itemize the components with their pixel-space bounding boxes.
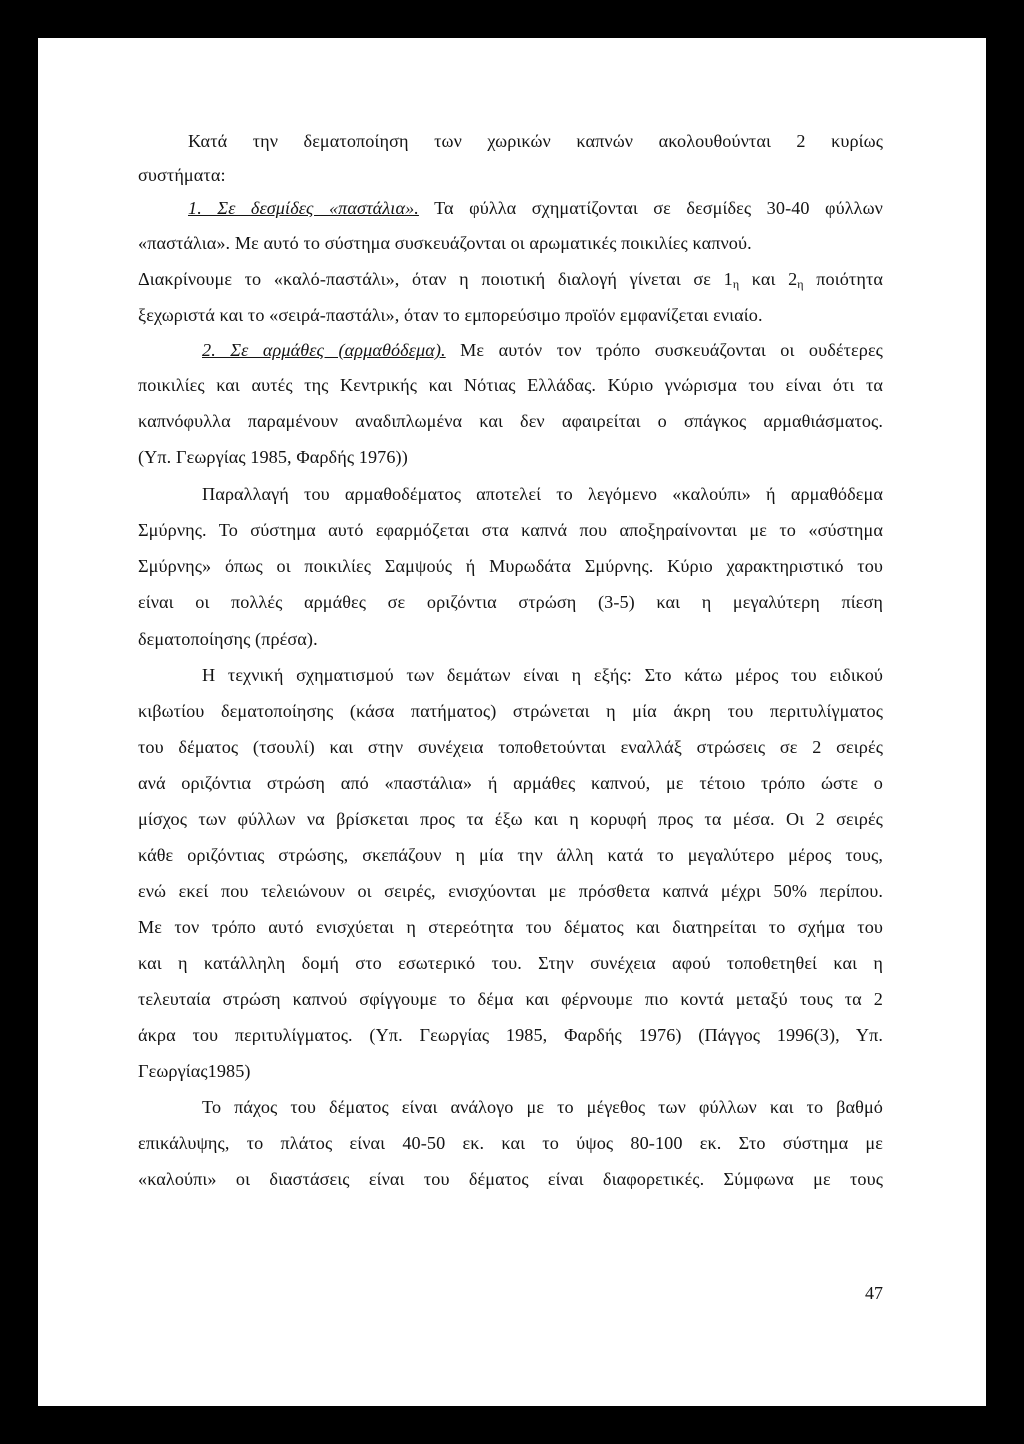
text-line: ποικιλίες και αυτές της Κεντρικής και Νότιας Ελλάδας. Κύριο γνώρισμα του είναι ότι τα <box>138 375 883 395</box>
text-line: καπνόφυλλα παραμένουν αναδιπλωμένα και δεν αφαιρείται ο σπάγκος αρμαθιάσματος. <box>138 411 883 431</box>
text-line: και η κατάλληλη δομή στο εσωτερικό του. Στην συνέχεια αφού τοποθετηθεί και η <box>138 953 883 973</box>
text-line: τελευταία στρώση καπνού σφίγγουμε το δέμα και φέρνουμε πιο κοντά μεταξύ τους τα 2 <box>138 989 883 1009</box>
text-line: επικάλυψης, το πλάτος είναι 40-50 εκ. και το ύψος 80-100 εκ. Στο σύστημα με <box>138 1133 883 1153</box>
text-line: «καλούπι» οι διαστάσεις είναι του δέματος είναι διαφορετικές. Σύμφωνα με τους <box>138 1169 883 1189</box>
text-line: δεματοποίησης (πρέσα). <box>138 629 318 649</box>
text-line: είναι οι πολλές αρμάθες σε οριζόντια στρώση (3-5) και η μεγαλύτερη πίεση <box>138 592 883 612</box>
text-line: Γεωργίας1985) <box>138 1061 251 1081</box>
text-span: Διακρίνουμε το «καλό-παστάλι», όταν η ποιοτική διαλογή γίνεται σε 1 <box>138 269 733 289</box>
text-line: Σμύρνης. Το σύστημα αυτό εφαρμόζεται στα καπνά που αποξηραίνονται με το «σύστημα <box>138 520 883 540</box>
text-line: Παραλλαγή του αρμαθοδέματος αποτελεί το λεγόμενο «καλούπι» ή αρμαθόδεμα <box>202 484 883 504</box>
text-line: ανά οριζόντια στρώση από «παστάλια» ή αρμάθες καπνού, με τέτοιο τρόπο ώστε ο <box>138 773 883 793</box>
subscript: η <box>797 277 804 291</box>
text-line: ενώ εκεί που τελειώνουν οι σειρές, ενισχύονται με πρόσθετα καπνά μέχρι 50% περίπου. <box>138 881 883 901</box>
text-line: Το πάχος του δέματος είναι ανάλογο με το μέγεθος των φύλλων και το βαθμό <box>202 1097 883 1117</box>
text-line: Κατά την δεματοποίηση των χωρικών καπνών ακολουθούνται 2 κυρίως <box>188 131 883 151</box>
text-span: και 2 <box>739 269 798 289</box>
text-line: Σμύρνης» όπως οι ποικιλίες Σαμψούς ή Μυρωδάτα Σμύρνης. Κύριο χαρακτηριστικό του <box>138 556 883 576</box>
text-line: του δέματος (τσουλί) και στην συνέχεια τοποθετούνται εναλλάξ στρώσεις σε 2 σειρές <box>138 737 883 757</box>
document-page <box>38 38 986 1406</box>
text-line: συστήματα: <box>138 165 226 185</box>
text-line: κιβωτίου δεματοποίησης (κάσα πατήματος) στρώνεται η μία άκρη του περιτυλίγματος <box>138 701 883 721</box>
text-span: Τα φύλλα σχηματίζονται σε δεσμίδες 30-40 φύλλων <box>434 198 883 218</box>
text-line <box>202 339 883 361</box>
text-line: Με τον τρόπο αυτό ενισχύεται η στερεότητα του δέματος και διατηρείται το σχήμα του <box>138 917 883 937</box>
subscript: η <box>732 277 740 291</box>
list-item-heading: 2. Σε αρμάθες (αρμαθόδεμα). <box>202 340 446 360</box>
text-span: ποιότητα <box>803 269 883 289</box>
text-line: Η τεχνική σχηματισμού των δεμάτων είναι η εξής: Στο κάτω μέρος του ειδικού <box>202 665 883 685</box>
text-line: ξεχωριστά και το «σειρά-παστάλι», όταν το εμπορεύσιμο προϊόν εμφανίζεται ενιαίο. <box>138 305 763 325</box>
text-line <box>138 268 883 295</box>
text-line: άκρα του περιτυλίγματος. (Υπ. Γεωργίας 1985, Φαρδής 1976) (Πάγγος 1996(3), Υπ. <box>138 1025 883 1045</box>
text-span: Με αυτόν τον τρόπο συσκευάζονται οι ουδέτερες <box>445 340 883 360</box>
page-number: 47 <box>865 1283 883 1303</box>
text-line: «παστάλια». Με αυτό το σύστημα συσκευάζονται οι αρωματικές ποικιλίες καπνού. <box>138 233 752 253</box>
text-line <box>188 197 883 219</box>
text-line: (Υπ. Γεωργίας 1985, Φαρδής 1976)) <box>138 447 408 467</box>
text-line: μίσχος των φύλλων να βρίσκεται προς τα έξω και η κορυφή προς τα μέσα. Οι 2 σειρές <box>138 809 883 829</box>
list-item-heading: 1. Σε δεσμίδες «παστάλια». <box>188 198 419 218</box>
text-line: κάθε οριζόντιας στρώσης, σκεπάζουν η μία την άλλη κατά το μεγαλύτερο μέρος τους, <box>138 845 883 865</box>
